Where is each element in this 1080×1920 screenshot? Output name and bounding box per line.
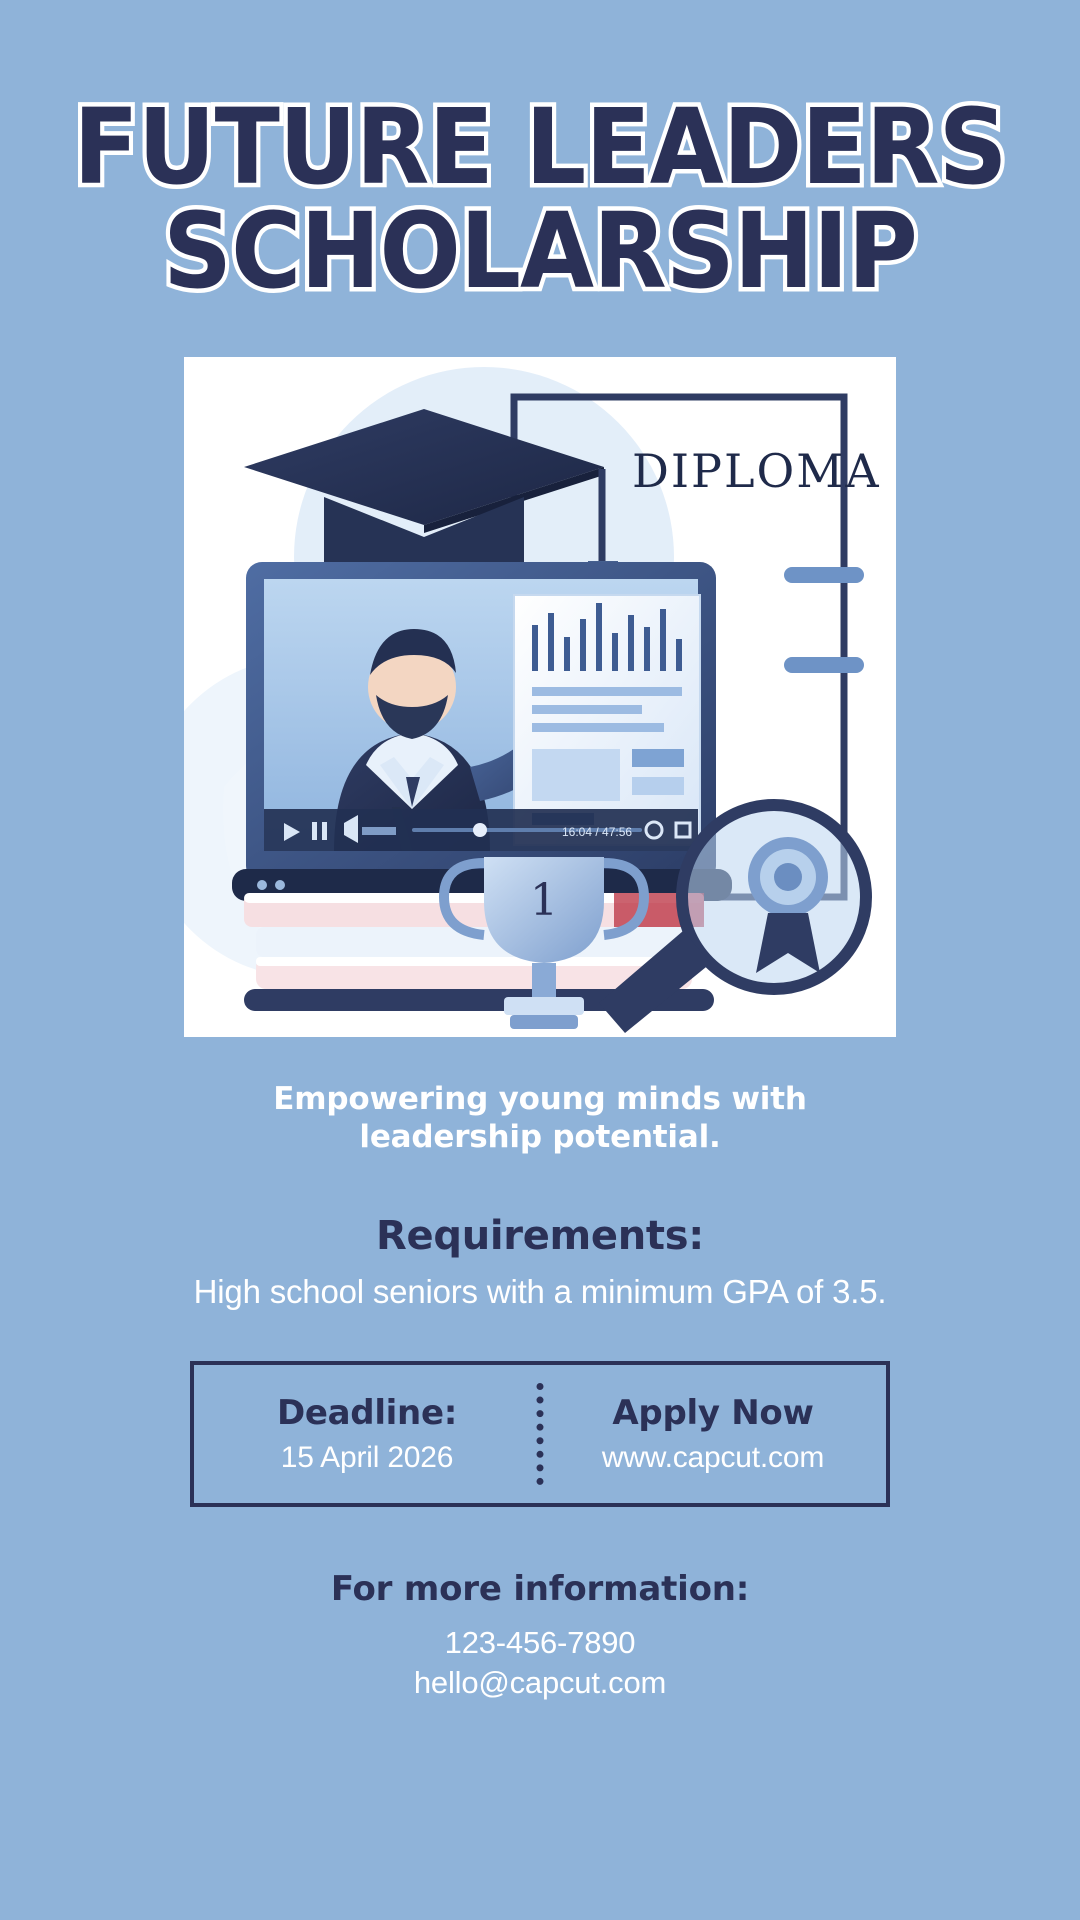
page-title xyxy=(0,86,1080,312)
scholarship-illustration xyxy=(184,357,896,1037)
trophy-number: 1 xyxy=(530,875,558,927)
contact-email[interactable]: hello@capcut.com xyxy=(413,1664,667,1700)
title-line-1: FUTURE LEADERS xyxy=(73,86,1007,208)
apply-column xyxy=(540,1393,886,1475)
player-time: 16:04 / 47:56 xyxy=(562,825,633,840)
deadline-heading: Deadline: xyxy=(276,1392,458,1433)
tagline: Empowering young minds with leadership potential. xyxy=(273,1081,807,1156)
diploma-label: DIPLOMA xyxy=(632,444,881,499)
divider xyxy=(537,1383,544,1485)
title-line-2: SCHOLARSHIP xyxy=(163,189,917,312)
contact-block xyxy=(414,1623,666,1702)
requirements-body: High school seniors with a minimum GPA of 3.5. xyxy=(193,1272,887,1310)
apply-url[interactable]: www.capcut.com xyxy=(601,1440,825,1474)
deadline-value: 15 April 2026 xyxy=(280,1440,454,1474)
apply-heading: Apply Now xyxy=(612,1392,814,1433)
deadline-column xyxy=(194,1393,540,1475)
contact-phone[interactable]: 123-456-7890 xyxy=(444,1624,636,1660)
info-box xyxy=(190,1361,890,1507)
requirements-heading: Requirements: xyxy=(376,1212,704,1259)
illustration-card xyxy=(184,357,896,1037)
more-info-heading: For more information: xyxy=(330,1568,750,1609)
